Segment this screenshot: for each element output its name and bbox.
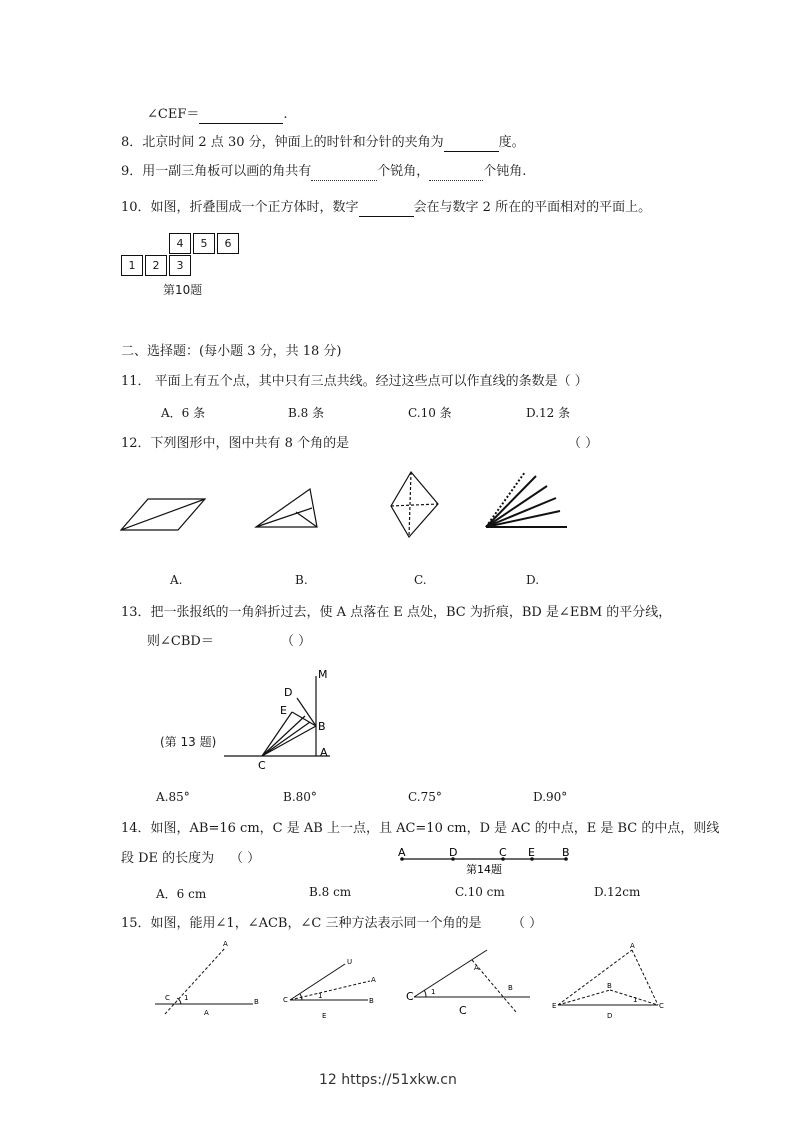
- fig15a-label: C: [165, 994, 170, 1002]
- figure-13-caption: (第 13 题): [160, 735, 217, 749]
- question-12-stem: 12．下列图形中，图中共有 8 个角的是: [121, 436, 350, 451]
- q8-post: 度。: [498, 135, 525, 150]
- net-cell: 4: [169, 233, 191, 254]
- q12-option-d[interactable]: D.: [526, 573, 540, 587]
- figure-14-caption: 第14题: [466, 863, 502, 876]
- question-14-stem-2: 段 DE 的长度为: [121, 851, 215, 866]
- question-15-stem: 15．如图，能用∠1，∠ACB，∠C 三种方法表示同一个角的是: [121, 916, 482, 931]
- q12-answer-paren[interactable]: （ ）: [568, 436, 599, 451]
- q11-option-d[interactable]: D.12 条: [526, 406, 571, 420]
- q15-figure-d: [558, 950, 658, 1005]
- q15-figure-b: [290, 964, 370, 1000]
- q7-text: ∠CEF＝: [147, 107, 200, 122]
- q14-option-d[interactable]: D.12cm: [594, 885, 641, 899]
- q12-option-a[interactable]: A.: [170, 573, 183, 587]
- q13-option-d[interactable]: D.90°: [533, 790, 568, 804]
- fig15a-label: A: [223, 940, 228, 948]
- fig15d-label: A: [630, 942, 635, 950]
- q11-option-b[interactable]: B.8 条: [288, 406, 325, 420]
- fig15c-label: C: [406, 990, 414, 1003]
- label-e: E: [280, 704, 287, 717]
- fig15d-label: C: [659, 1002, 664, 1010]
- point-d: D: [449, 846, 458, 859]
- q10-post: 会在与数字 2 所在的平面相对的平面上。: [413, 200, 652, 215]
- q13-option-c[interactable]: C.75°: [408, 790, 442, 804]
- section-2-heading: 二、选择题：(每小题 3 分，共 18 分): [121, 344, 342, 359]
- point-e: E: [528, 846, 535, 859]
- fig15a-label: 1: [184, 994, 189, 1002]
- point-a: A: [398, 846, 406, 859]
- fig15b-label: A: [371, 976, 376, 984]
- q14-option-c[interactable]: C.10 cm: [455, 885, 505, 899]
- q8-pre: 8．北京时间 2 点 30 分，钟面上的时针和分针的夹角为: [121, 135, 444, 150]
- fig15d-label: B: [607, 982, 612, 990]
- question-13-stem: 13．把一张报纸的一角斜折过去，使 A 点落在 E 点处，BC 为折痕，BD 是∠EBM 的平分线，: [121, 605, 672, 620]
- figure-10-caption: 第10题: [163, 283, 203, 297]
- fig15b-label: C: [283, 996, 288, 1004]
- net-cell: 6: [217, 233, 239, 254]
- fig15d-label: E: [552, 1002, 557, 1010]
- label-b: B: [318, 720, 326, 733]
- fig15c-label: C: [459, 1004, 467, 1017]
- q11-option-c[interactable]: C.10 条: [408, 406, 452, 420]
- fig15b-label: 1: [318, 992, 323, 1000]
- fig15a-label: A: [204, 1009, 209, 1017]
- fig15c-label: B: [508, 984, 513, 992]
- q9-mid: 个锐角，: [377, 164, 430, 179]
- q15-figure-c: [414, 950, 530, 1012]
- question-11-stem: 11． 平面上有五个点，其中只有三点共线。经过这些点可以作直线的条数是（ ）: [121, 374, 588, 389]
- fig15b-label: E: [322, 1012, 327, 1020]
- fig15d-label: 1: [633, 996, 638, 1004]
- q14-option-a[interactable]: A．6 cm: [156, 887, 207, 901]
- fig15b-label: B: [369, 997, 374, 1005]
- q10-pre: 10．如图，折叠围成一个正方体时，数字: [121, 200, 359, 215]
- page-footer: 12 https://51xkw.cn: [319, 1072, 457, 1088]
- q9-post: 个钝角.: [483, 164, 527, 179]
- fig15c-label: 1: [431, 988, 436, 996]
- q11-option-a[interactable]: A．6 条: [161, 406, 206, 420]
- fig15a-label: B: [254, 998, 259, 1006]
- label-c: C: [258, 759, 266, 772]
- question-13-stem-2: 则∠CBD＝: [147, 634, 214, 649]
- net-cell: 1: [121, 255, 143, 276]
- q12-option-c[interactable]: C.: [414, 573, 427, 587]
- net-cell: 5: [193, 233, 215, 254]
- q13-option-a[interactable]: A.85°: [156, 790, 190, 804]
- fig15b-label: U: [347, 958, 353, 966]
- point-c: C: [499, 846, 507, 859]
- q13-option-b[interactable]: B.80°: [283, 790, 317, 804]
- q12-option-b[interactable]: B.: [295, 573, 308, 587]
- q9-pre: 9．用一副三角板可以画的角共有: [121, 164, 312, 179]
- label-d: D: [284, 686, 293, 699]
- net-cell: 3: [169, 255, 191, 276]
- q13-answer-paren[interactable]: （ ）: [281, 634, 312, 649]
- q14-option-b[interactable]: B.8 cm: [309, 885, 352, 899]
- label-a: A: [320, 746, 328, 759]
- point-b: B: [562, 846, 570, 859]
- question-14-stem: 14．如图，AB=16 cm，C 是 AB 上一点，且 AC=10 cm，D 是 AC 的中点，E 是 BC 的中点，则线: [121, 821, 720, 836]
- fig15d-label: D: [607, 1012, 613, 1020]
- fig15c-label: A: [474, 964, 479, 972]
- q7-end: .: [283, 107, 288, 122]
- q15-figure-a: [155, 948, 253, 1014]
- q15-answer-paren[interactable]: （ ）: [512, 916, 543, 931]
- label-m: M: [318, 668, 328, 681]
- net-cell: 2: [145, 255, 167, 276]
- q14-answer-paren[interactable]: （ ）: [230, 851, 261, 866]
